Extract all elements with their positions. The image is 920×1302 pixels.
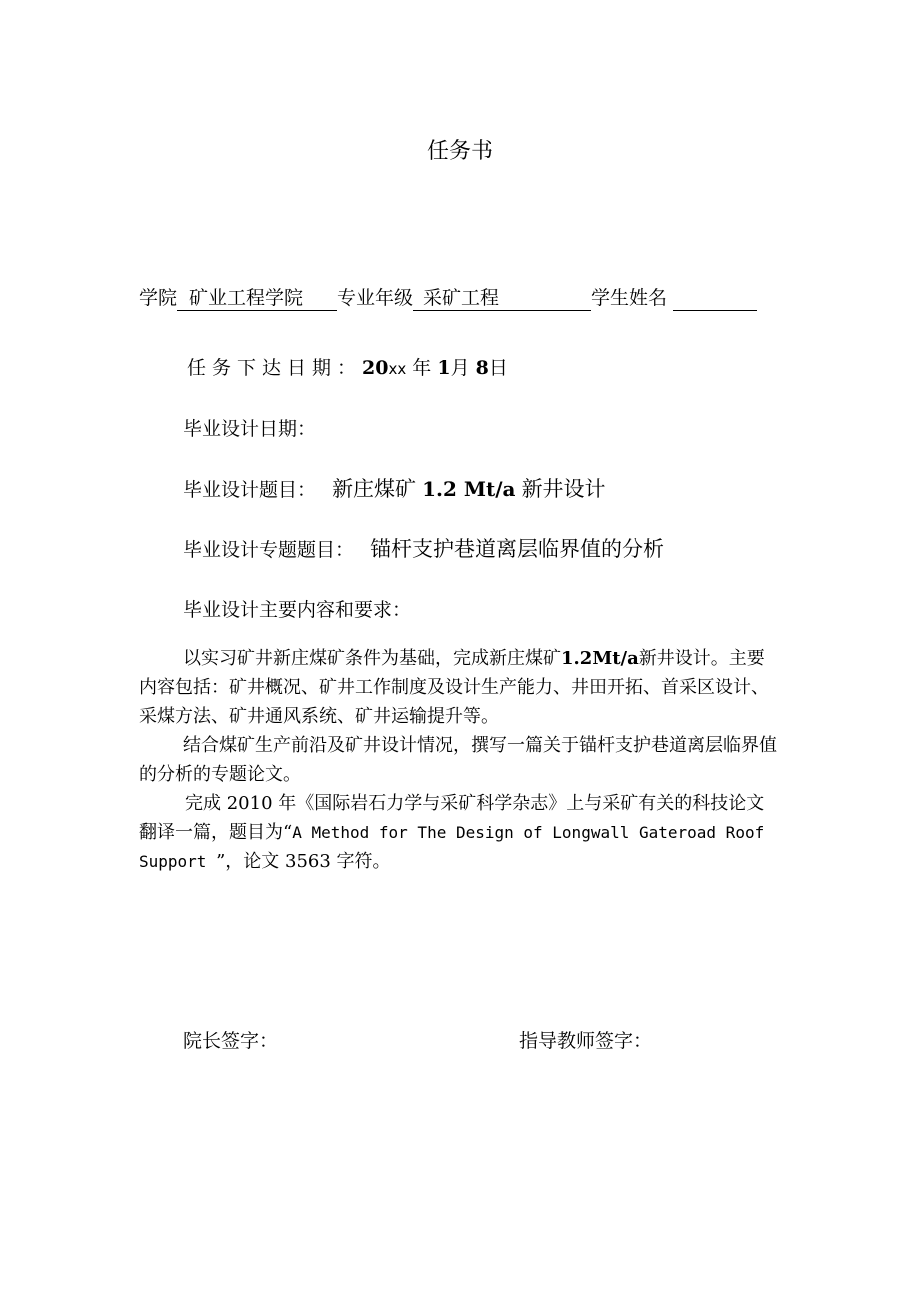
dean-signature-label: 院长签字： xyxy=(183,1030,279,1052)
paragraph-1-capacity: 1.2Mt/a xyxy=(561,648,639,669)
issue-month-unit: 月 xyxy=(450,357,470,379)
design-topic-suffix: 新井设计 xyxy=(521,477,606,501)
student-name-field xyxy=(673,288,757,311)
college-label: 学院 xyxy=(139,287,178,309)
major-label: 专业年级 xyxy=(337,287,414,309)
paragraph-1-part-a: 以实习矿井新庄煤矿条件为基础，完成新庄煤矿 xyxy=(183,648,561,669)
design-topic-label: 毕业设计题目： xyxy=(183,479,317,501)
paragraph-2: 结合煤矿生产前沿及矿井设计情况，撰写一篇关于锚杆支护巷道离层临界值的分析的专题论文。 xyxy=(139,735,777,785)
issue-day: 8 xyxy=(475,357,489,379)
content-heading: 毕业设计主要内容和要求： xyxy=(183,599,412,621)
paragraph-3-paper-title: A Method for The Design of Longwall Gateroad Roof Support xyxy=(139,823,765,871)
issue-date-label: 任务下达日期： xyxy=(187,357,363,379)
paragraph-3 xyxy=(139,789,781,876)
header-line xyxy=(139,283,757,311)
paragraph-3-part-a: 完成 2010 年《国际岩石力学与采矿科学杂志》上与采矿有关的科技论文翻译一篇，题目为“ xyxy=(139,793,765,843)
requirements-body xyxy=(139,644,781,876)
issue-year-rest: xx xyxy=(388,360,407,378)
advisor-signature-label: 指导教师签字： xyxy=(519,1030,653,1052)
special-topic-value: 锚杆支护巷道离层临界值的分析 xyxy=(370,537,665,561)
college-value: 矿业工程学院 xyxy=(189,287,304,309)
issue-year-bold: 20 xyxy=(362,357,389,379)
design-date-label: 毕业设计日期： xyxy=(183,418,317,440)
special-topic-label: 毕业设计专题题目： xyxy=(183,539,355,561)
issue-date-line xyxy=(187,353,508,380)
design-topic-prefix: 新庄煤矿 xyxy=(332,477,417,501)
issue-month: 1 xyxy=(437,357,451,379)
design-topic-capacity: 1.2 Mt/a xyxy=(422,477,516,501)
issue-day-unit: 日 xyxy=(488,357,508,379)
paragraph-3-part-b: ”，论文 3563 字符。 xyxy=(216,851,391,872)
college-field xyxy=(177,288,337,311)
major-field xyxy=(413,288,591,311)
paragraph-1 xyxy=(139,644,781,731)
student-label: 学生姓名 xyxy=(591,287,668,309)
page-title: 任务书 xyxy=(426,139,493,164)
special-topic-line xyxy=(183,533,664,563)
issue-year-unit: 年 xyxy=(412,357,432,379)
design-topic-line xyxy=(183,473,606,503)
major-value: 采矿工程 xyxy=(423,287,500,309)
paragraph-1-part-b: 新井设计。主要内容包括：矿井概况、矿井工作制度及设计生产能力、井田开拓、首采区设计、采煤方法、矿井通风系统、矿井运输提升等。 xyxy=(139,648,769,727)
